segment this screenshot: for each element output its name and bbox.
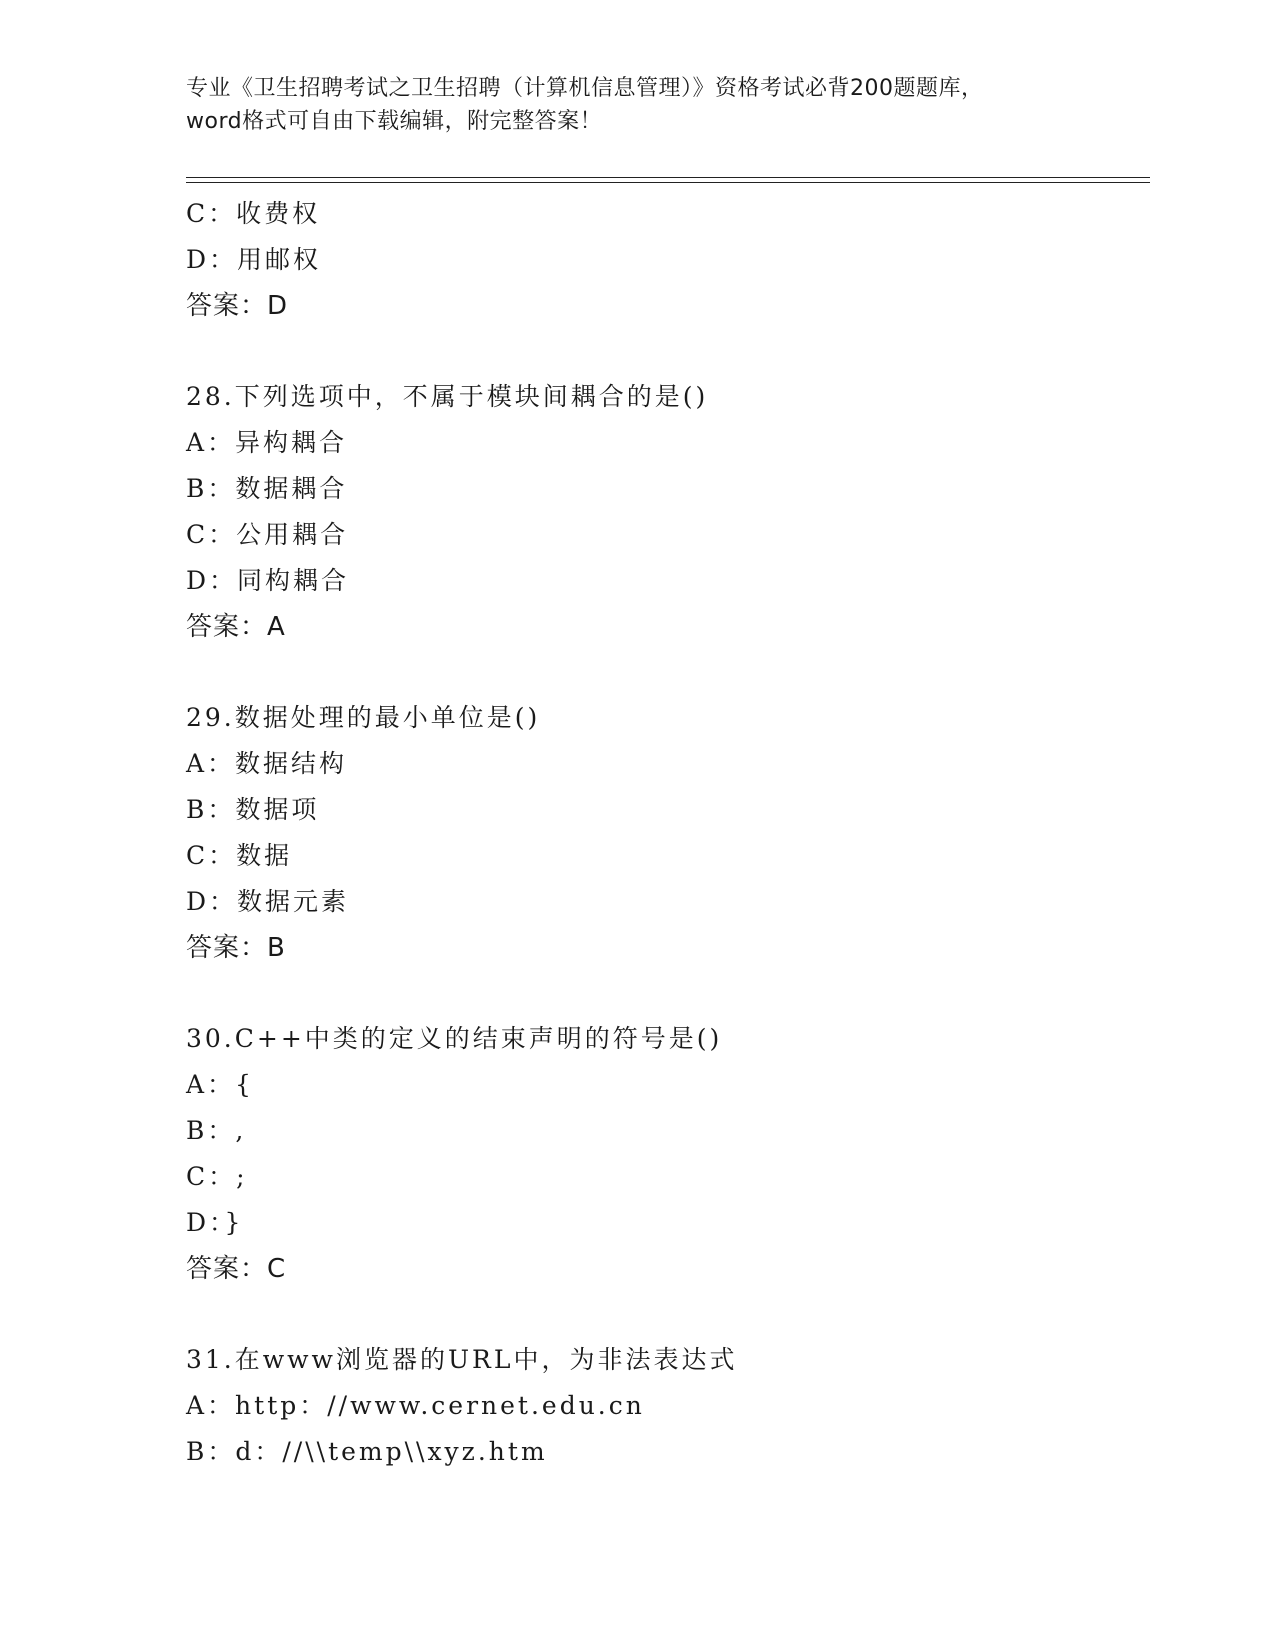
question-line: 31.在www浏览器的URL中，为非法表达式 — [186, 1345, 738, 1374]
option-line: A：异构耦合 — [186, 428, 348, 457]
option-line: C：公用耦合 — [186, 520, 349, 549]
question-list — [186, 191, 1146, 1475]
spacer — [186, 1292, 1146, 1337]
option-line: D：同构耦合 — [186, 566, 350, 595]
option-line: A：{ — [186, 1070, 254, 1099]
header-divider-top — [186, 177, 1150, 178]
option-line: D：数据元素 — [186, 887, 350, 916]
question-block — [186, 1016, 1146, 1292]
spacer — [186, 650, 1146, 695]
question-block — [186, 695, 1146, 971]
answer-line: 答案：D — [186, 291, 289, 321]
option-line: C：收费权 — [186, 199, 321, 228]
header-divider-bottom — [186, 182, 1150, 183]
option-line: B：数据耦合 — [186, 474, 348, 503]
question-block — [186, 374, 1146, 650]
option-line: D：} — [186, 1208, 244, 1237]
spacer — [186, 329, 1146, 374]
header-line-2: word格式可自由下载编辑，附完整答案！ — [186, 109, 603, 134]
option-line: B：, — [186, 1116, 247, 1145]
answer-line: 答案：B — [186, 933, 286, 963]
option-line: A：数据结构 — [186, 749, 348, 778]
option-line: C：; — [186, 1162, 248, 1191]
question-block — [186, 191, 1146, 329]
document-header — [186, 72, 1086, 138]
header-line-1: 专业《卫生招聘考试之卫生招聘（计算机信息管理）》资格考试必背200题题库， — [186, 76, 984, 101]
option-line: B：d：//\\temp\\xyz.htm — [186, 1437, 548, 1466]
option-line: D：用邮权 — [186, 245, 322, 274]
question-line: 29.数据处理的最小单位是() — [186, 703, 541, 732]
question-block — [186, 1337, 1146, 1475]
question-line: 30.C++中类的定义的结束声明的符号是() — [186, 1024, 723, 1053]
option-line: C：数据 — [186, 841, 293, 870]
option-line: A：http：//www.cernet.edu.cn — [186, 1391, 645, 1420]
option-line: B：数据项 — [186, 795, 320, 824]
answer-line: 答案：C — [186, 1254, 287, 1284]
spacer — [186, 971, 1146, 1016]
answer-line: 答案：A — [186, 612, 286, 642]
question-line: 28.下列选项中，不属于模块间耦合的是() — [186, 382, 709, 411]
